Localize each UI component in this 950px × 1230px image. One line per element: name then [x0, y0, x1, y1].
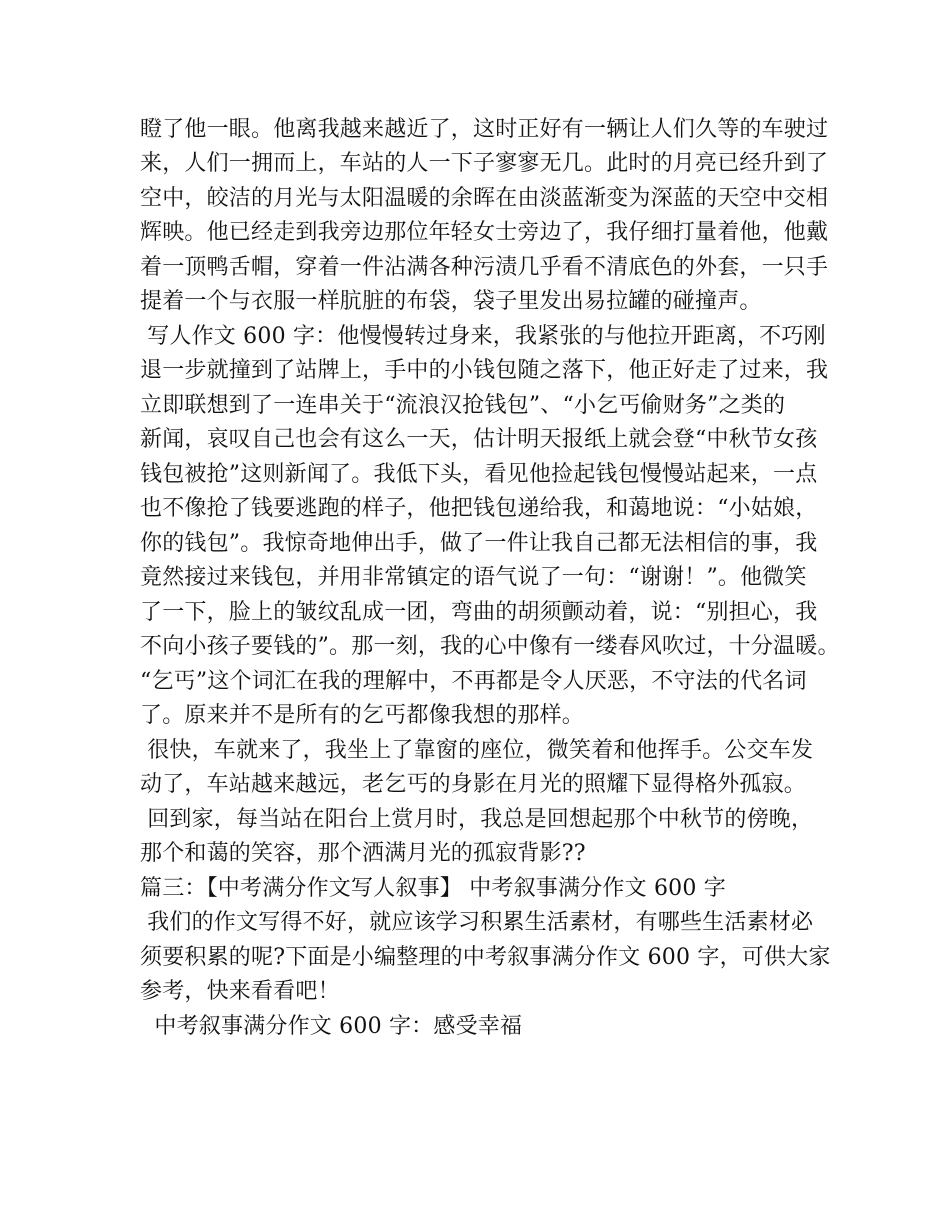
subsection-title: 中考叙事满分作文 600 字：感受幸福 — [140, 1014, 523, 1039]
text-line: 了一下，脸上的皱纹乱成一团，弯曲的胡须颤动着，说：“别担心，我 — [140, 600, 818, 625]
text-line: 钱包被抢”这则新闻了。我低下头，看见他捡起钱包慢慢站起来，一点 — [140, 462, 818, 487]
text-line: 动了，车站越来越远，老乞丐的身影在月光的照耀下显得格外孤寂。 — [140, 772, 807, 797]
text-line: 回到家，每当站在阳台上赏月时，我总是回想起那个中秋节的傍晚， — [140, 807, 814, 832]
text-line: 退一步就撞到了站牌上，手中的小钱包随之落下，他正好走了过来，我 — [140, 358, 829, 383]
text-line: 了。原来并不是所有的乞丐都像我想的那样。 — [140, 703, 585, 728]
text-line: 我们的作文写得不好，就应该学习积累生活素材，有哪些生活素材必 — [140, 910, 814, 935]
text-line: 那个和蔼的笑容，那个洒满月光的孤寂背影?? — [140, 841, 586, 866]
section-heading: 篇三：【中考满分作文写人叙事】 中考叙事满分作文 600 字 — [140, 876, 726, 901]
text-line: 瞪了他一眼。他离我越来越近了，这时正好有一辆让人们久等的车驶过 — [140, 117, 829, 142]
text-line: 不向小孩子要钱的”。那一刻，我的心中像有一缕春风吹过，十分温暖。 — [140, 634, 840, 659]
text-line: 参考，快来看看吧！ — [140, 979, 340, 1004]
text-line: 空中，皎洁的月光与太阳温暖的余晖在由淡蓝渐变为深蓝的天空中交相 — [140, 186, 829, 211]
text-line: 须要积累的呢?下面是小编整理的中考叙事满分作文 600 字，可供大家 — [140, 945, 831, 970]
text-line: 新闻，哀叹自己也会有这么一天，估计明天报纸上就会登“中秋节女孩 — [140, 427, 818, 452]
text-line: 辉映。他已经走到我旁边那位年轻女士旁边了，我仔细打量着他，他戴 — [140, 220, 829, 245]
text-line: 写人作文 600 字：他慢慢转过身来，我紧张的与他拉开距离，不巧刚 — [140, 324, 826, 349]
text-line: 也不像抢了钱要逃跑的样子，他把钱包递给我，和蔼地说：“小姑娘， — [140, 496, 818, 521]
text-line: 立即联想到了一连串关于“流浪汉抢钱包”、“小乞丐偷财务”之类的 — [140, 393, 786, 418]
text-line: 竟然接过来钱包，并用非常镇定的语气说了一句：“谢谢！”。他微笑 — [140, 565, 807, 590]
text-line: 你的钱包”。我惊奇地伸出手，做了一件让我自己都无法相信的事，我 — [140, 531, 818, 556]
text-line: 着一顶鸭舌帽，穿着一件沾满各种污渍几乎看不清底色的外套，一只手 — [140, 255, 829, 280]
text-line: 提着一个与衣服一样肮脏的布袋，袋子里发出易拉罐的碰撞声。 — [140, 289, 762, 314]
text-line: 来，人们一拥而上，车站的人一下子寥寥无几。此时的月亮已经升到了 — [140, 151, 829, 176]
text-line: 很快，车就来了，我坐上了靠窗的座位，微笑着和他挥手。公交车发 — [140, 738, 814, 763]
text-line: “乞丐”这个词汇在我的理解中，不再都是令人厌恶，不守法的代名词 — [140, 669, 807, 694]
